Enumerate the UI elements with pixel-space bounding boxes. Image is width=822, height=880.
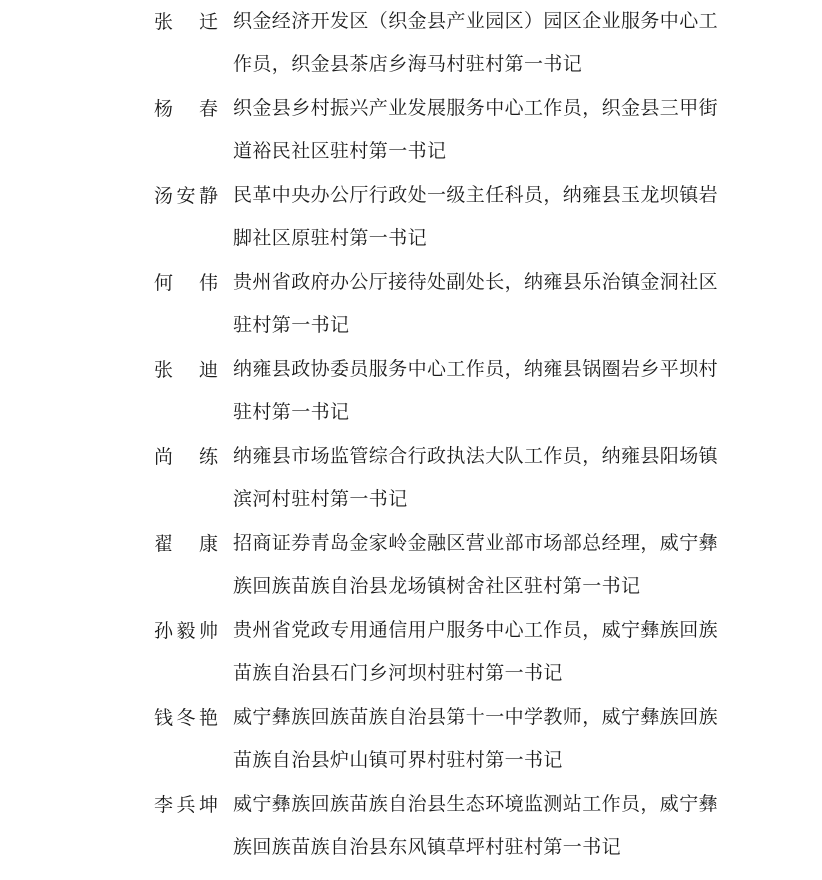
description-line-1: 威宁彝族回族苗族自治县第十一中学教师，威宁彝族回族 [233,706,719,728]
person-name: 杨 春 [154,98,218,120]
list-item [0,348,822,435]
list-item [0,435,822,522]
person-description [233,87,733,173]
person-description [233,522,733,608]
description-line-1: 民革中央办公厅行政处一级主任科员，纳雍县玉龙坝镇岩 [233,184,719,206]
person-name: 尚 练 [154,446,218,468]
description-line-1: 招商证券青岛金家岭金融区营业部市场部总经理，威宁彝 [233,532,719,554]
person-name: 翟 康 [154,533,218,555]
list-item [0,609,822,696]
person-description [233,174,733,260]
description-line-1: 贵州省党政专用通信用户服务中心工作员，威宁彝族回族 [233,619,719,641]
person-description [233,435,733,521]
description-line-2: 族回族苗族自治县东风镇草坪村驻村第一书记 [233,836,622,858]
description-line-1: 威宁彝族回族苗族自治县生态环境监测站工作员，威宁彝 [233,793,719,815]
person-description [233,261,733,347]
person-name: 何 伟 [154,272,218,294]
description-line-2: 道裕民社区驻村第一书记 [233,140,447,162]
list-item [0,696,822,783]
list-item [0,0,822,87]
list-item [0,522,822,609]
description-line-2: 族回族苗族自治县龙场镇树舍社区驻村第一书记 [233,575,641,597]
description-line-2: 苗族自治县石门乡河坝村驻村第一书记 [233,662,563,684]
person-name: 汤安静 [154,185,218,207]
description-line-1: 织金经济开发区（织金县产业园区）园区企业服务中心工 [233,10,719,32]
description-line-2: 驻村第一书记 [233,401,350,423]
person-name: 张 迁 [154,11,218,33]
list-item [0,783,822,870]
list-item [0,174,822,261]
person-description [233,348,733,434]
list-item [0,87,822,174]
description-line-2: 脚社区原驻村第一书记 [233,227,428,249]
person-description [233,696,733,782]
description-line-2: 作员，织金县茶店乡海马村驻村第一书记 [233,53,583,75]
person-name: 张 迪 [154,359,218,381]
person-name: 李兵坤 [154,794,218,816]
description-line-1: 纳雍县政协委员服务中心工作员，纳雍县锅圈岩乡平坝村 [233,358,719,380]
person-description [233,609,733,695]
person-name: 孙毅帅 [154,620,218,642]
description-line-1: 织金县乡村振兴产业发展服务中心工作员，织金县三甲街 [233,97,719,119]
description-line-2: 滨河村驻村第一书记 [233,488,408,510]
person-description [233,0,733,86]
person-name: 钱冬艳 [154,707,218,729]
person-description [233,783,733,869]
description-line-2: 苗族自治县炉山镇可界村驻村第一书记 [233,749,563,771]
description-line-1: 纳雍县市场监管综合行政执法大队工作员，纳雍县阳场镇 [233,445,719,467]
list-item [0,261,822,348]
description-line-2: 驻村第一书记 [233,314,350,336]
description-line-1: 贵州省政府办公厅接待处副处长，纳雍县乐治镇金洞社区 [233,271,719,293]
